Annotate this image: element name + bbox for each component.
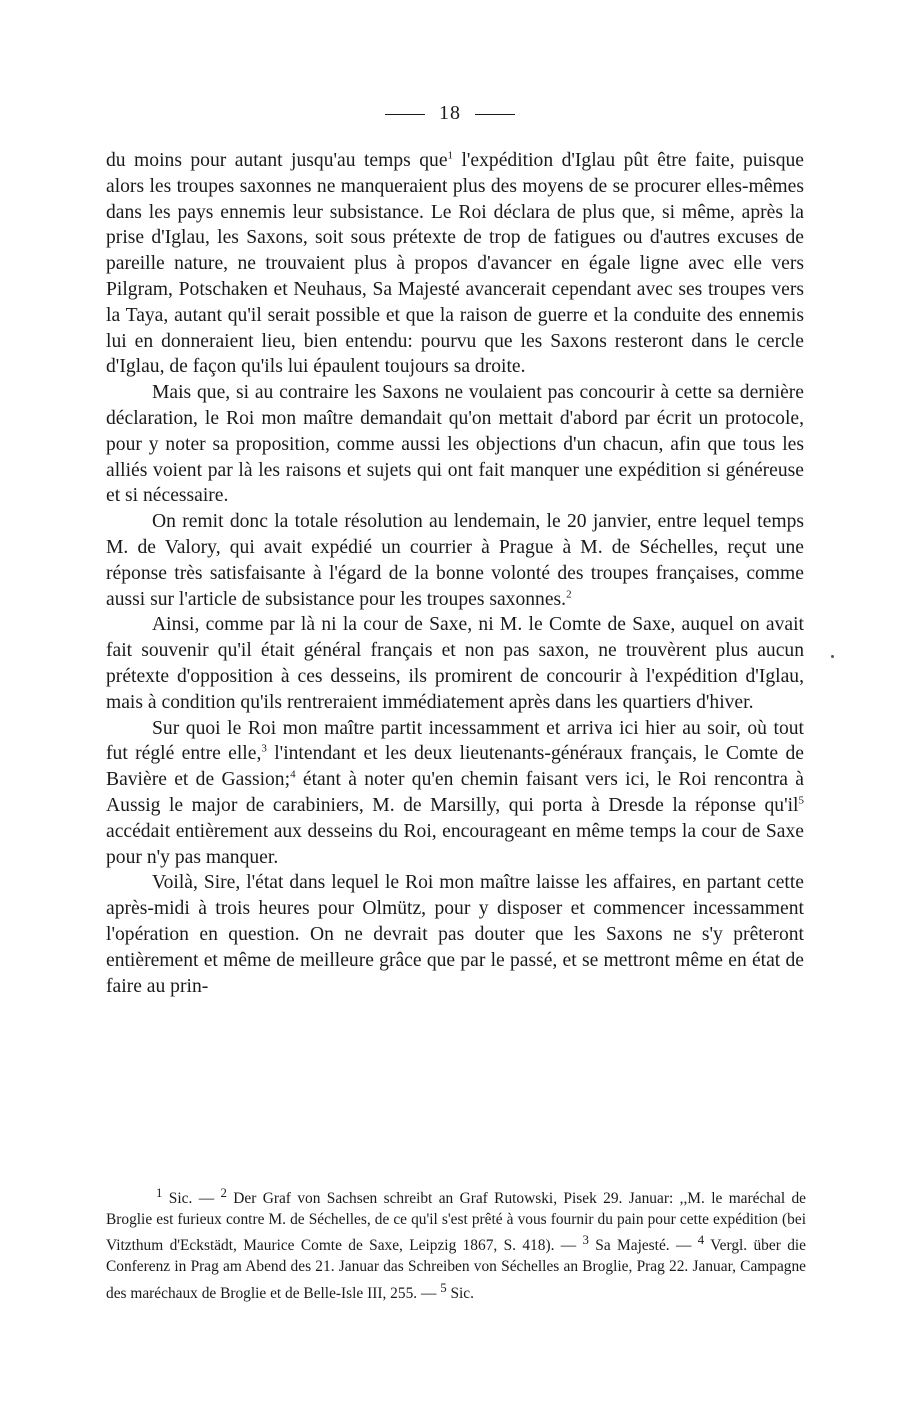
paragraph — [106, 612, 804, 715]
footnote-block — [106, 1183, 806, 1304]
text-run: Ainsi, comme par là ni la cour de Saxe, ni M. le Comte de Saxe, auquel on avait fait souvenir qu'il était général français et non pas saxon, ne trouvèrent plus aucun prétexte d'opposition à ces desseins, ils promirent de concourir à l'expédition d'Iglau, mais à condition qu'ils rentreraient immédiatement après dans les quartiers d'hiver. — [106, 614, 804, 713]
text-run: Sa Majesté. — — [588, 1237, 698, 1255]
footnote-marker: 4 — [290, 768, 296, 781]
paragraph — [106, 716, 804, 871]
paragraph — [106, 380, 804, 509]
text-run: étant à noter qu'en chemin faisant vers ici, le Roi rencontra à Aussig le major de carabiniers, M. de Marsilly, qui porta à Dresde la réponse qu'il — [106, 769, 805, 816]
text-run: Sic. — — [162, 1190, 221, 1208]
footnote-marker: 2 — [566, 588, 572, 601]
text-run: On remit donc la totale résolution au lendemain, le 20 janvier, entre lequel temps M. de Valory, qui avait expédié un courrier à Prague à M. de Séchelles, reçut une réponse très satisfaisante à l'égard de la bonne volonté des troupes françaises, comme aussi sur l'article de subsistance pour les troupes saxonnes. — [106, 511, 804, 610]
footnote-marker: 1 — [447, 149, 454, 162]
text-run: Sur quoi le Roi mon maître partit incessamment et arriva ici hier au soir, où tout fut réglé entre elle, — [106, 717, 804, 765]
text-run: Sic. — [446, 1284, 474, 1302]
page-number: 18 — [439, 102, 461, 124]
text-run: l'intendant et les deux lieutenants-généraux français, le Comte de Bavière et de Gassion; — [106, 743, 804, 791]
footnote-marker: 5 — [440, 1280, 447, 1295]
paragraph — [106, 509, 804, 612]
header-rule-left — [385, 114, 425, 115]
footnote-marker: 3 — [582, 1233, 589, 1248]
page-header — [0, 102, 900, 125]
footnote-marker: 1 — [156, 1186, 163, 1200]
text-run: Mais que, si au contraire les Saxons ne voulaient pas concourir à cette sa dernière déclaration, le Roi mon maître demandait qu'on mettait d'abord par écrit un protocole, pour y noter sa proposition, comme aussi les objections d'un chacun, afin que tous les alliés voient par là les raisons et sujets qui ont fait manquer une expédition si généreuse et si nécessaire. — [106, 382, 804, 507]
main-text — [106, 148, 804, 999]
text-run: accédait entièrement aux desseins du Roi, encourageant en même temps la cour de Saxe pour n'y pas manquer. — [106, 820, 804, 868]
paper-speck — [831, 655, 834, 658]
footnotes — [106, 1183, 806, 1304]
footnote-marker: 4 — [697, 1233, 705, 1248]
footnote-marker: 5 — [798, 794, 804, 807]
paragraph — [106, 870, 804, 999]
text-run: Vergl. über die Conferenz in Prag am Abend des 21. Januar das Schreiben von Séchelles an Broglie, Prag 22. Januar, Campagne des maréchaux de Broglie et de Belle-Isle III, 255. — — [106, 1237, 806, 1302]
footnote-marker: 3 — [261, 742, 267, 755]
text-run: du moins pour autant jusqu'au temps que — [106, 150, 448, 171]
paragraph — [106, 148, 804, 380]
header-rule-right — [475, 114, 515, 115]
text-run: Voilà, Sire, l'état dans lequel le Roi mon maître laisse les affaires, en partant cette après-midi à trois heures pour Olmütz, pour y disposer et commencer incessamment l'opération en question. On ne devrait pas douter que les Saxons ne s'y prêteront entièrement et même de meilleure grâce que par le passé, et se mettront même en état de faire au prin- — [106, 872, 804, 997]
text-run: l'expédition d'Iglau pût être faite, puisque alors les troupes saxonnes ne manqueraient plus des moyens de se procurer elles-mêmes dans les pays ennemis leur subsistance. Le Roi déclara de plus que, si même, après la prise d'Iglau, les Saxons, soit sous prétexte de trop de fatigues ou d'autres excuses de pareille nature, ne trouvaient plus à propos d'avancer en égale ligne avec elle vers Pilgram, Potschaken et Neuhaus, Sa Majesté avancerait cependant avec ses troupes vers la Taya, autant qu'il serait possible et que la raison de guerre et la conduite des ennemis lui en donneraient lieu, bien entendu: pourvu que les Saxons resteront dans le cercle d'Iglau, de façon qu'ils lui épaulent toujours sa droite. — [106, 150, 804, 378]
footnote-marker: 2 — [220, 1186, 227, 1200]
text-run: Der Graf von Sachsen schreibt an Graf Rutowski, Pisek 29. Januar: ,,M. le maréchal de Broglie est furieux contre M. de Séchelles, de ce qu'il s'est prêté à vous fournir du pain pour cette expédition (bei Vitzthum d'Eckstädt, Maurice Comte de Saxe, Leipzig 1867, S. 418). — — [106, 1190, 806, 1255]
